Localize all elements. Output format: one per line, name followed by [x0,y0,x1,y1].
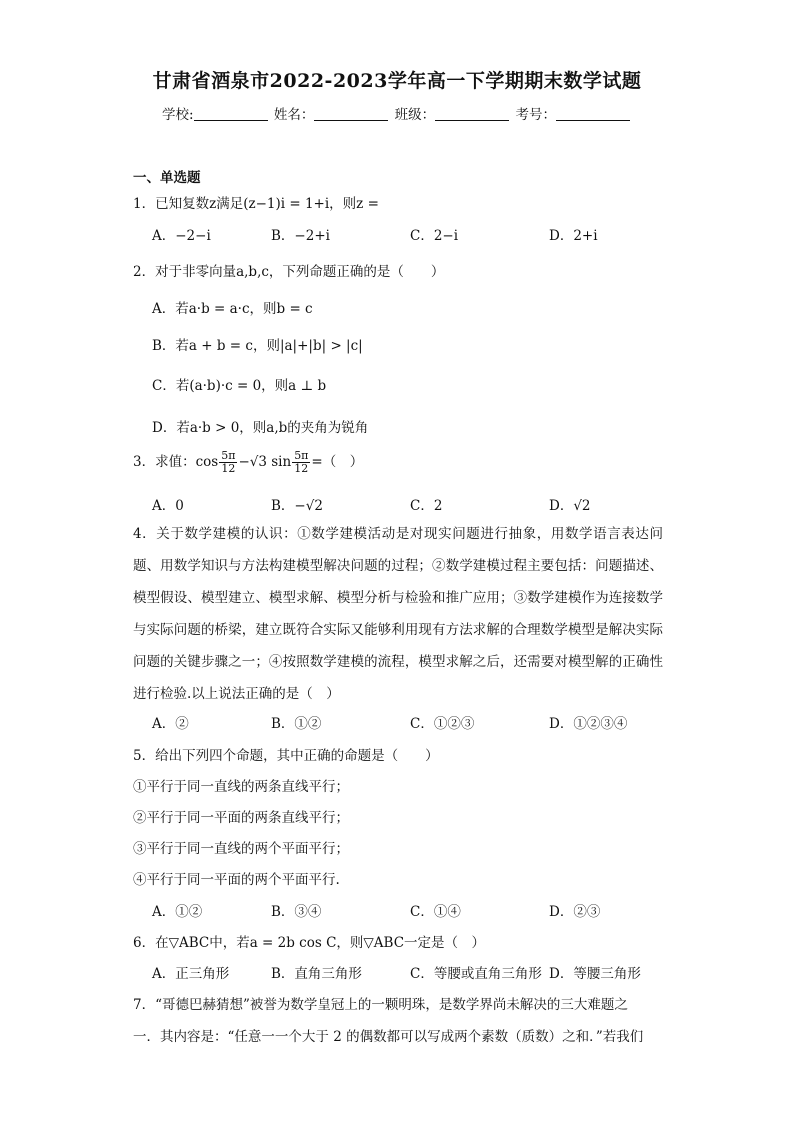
question-6-stem: 6．在▽ABC中，若a = 2b cos C，则▽ABC一定是（ ） [133,935,486,951]
question-3-option-d: D．√2 [549,498,591,514]
question-7-line-2: 一．其内容是：“任意一一个大于 2 的偶数都可以写成两个素数（质数）之和．”若我们 [133,1029,644,1045]
question-6-option-b: B．直角三角形 [271,966,362,982]
class-label: 班级： [394,107,436,123]
question-5-item-4: ④平行于同一平面的两个平面平行. [133,872,340,888]
question-7-line-1: 7．“哥德巴赫猜想”被誉为数学皇冠上的一颗明珠，是数学界尚未解决的三大难题之 [133,997,628,1013]
question-4-option-b: B．①② [271,716,322,732]
question-3-stem [133,450,363,475]
question-2-option-b: B．若a + b = c，则|a|+|b| > |c| [152,338,363,354]
question-6-option-a: A．正三角形 [152,966,230,982]
question-3-prefix: 3．求值： [133,454,196,470]
question-1-option-b: B．−2+i [271,228,330,244]
exam-title: 甘肃省酒泉市2022-2023学年高一下学期期末数学试题 [152,70,642,92]
question-2-option-c: C．若(a·b)·c = 0，则a ⊥ b [152,378,327,394]
question-5-stem: 5．给出下列四个命题，其中正确的命题是（ ） [133,748,439,764]
question-2-option-a: A．若a·b = a·c，则b = c [152,301,313,317]
question-3-cos: cos [195,454,219,470]
question-5-option-c: C．①④ [410,904,461,920]
question-3-option-c: C．2 [410,498,443,514]
class-blank [435,106,509,121]
question-3-option-a: A．0 [152,498,184,514]
question-1-option-d: D．2+i [549,228,598,244]
question-3-option-b: B．−√2 [271,498,323,514]
name-blank [314,106,388,121]
question-2-stem: 2．对于非零向量a,b,c，下列命题正确的是（ ） [133,264,445,280]
question-5-option-b: B．③④ [271,904,322,920]
question-5-item-2: ②平行于同一平面的两条直线平行； [133,810,349,826]
school-label: 学校: [162,107,194,123]
question-3-middle: −√3 sin [238,454,292,470]
question-4-option-d: D．①②③④ [549,716,628,732]
question-3-fraction-2: $\frac{5\pi}{12}$ [294,449,309,475]
question-6-option-c: C．等腰或直角三角形 [410,966,542,982]
question-1-option-a: A．−2−i [152,228,211,244]
question-5-option-a: A．①② [152,904,203,920]
question-4-stem: 4．关于数学建模的认识：①数学建模活动是对现实问题进行抽象，用数学语言表达问题、用数学知识与方法构建模型解决问题的过程；②数学建模过程主要包括：问题描述、模型假设、模型建立、模型求解、模型分析与检验和推广应用；③数学建模作为连接数学与实际问题的桥梁，建立既符合实际又能够利用现有方法求解的合理数学模型是解决实际问题的关键步骤之一；④按照数学建模的流程，模型求解之后，还需要对模型解的正确性进行检验.以上说法正确的是（ ） [133,526,663,702]
school-blank [194,106,268,121]
exam-no-label: 考号： [515,107,556,123]
question-6-option-d: D．等腰三角形 [549,966,641,982]
question-1-option-c: C．2−i [410,228,459,244]
question-5-item-1: ①平行于同一直线的两条直线平行； [133,779,349,795]
question-3-suffix: =（ ） [311,454,364,470]
student-info-row [0,103,794,123]
question-4-option-c: C．①②③ [410,716,475,732]
question-5-option-d: D．②③ [549,904,601,920]
question-3-fraction-1: $\frac{5\pi}{12}$ [221,449,236,475]
name-label: 姓名： [273,107,315,123]
question-1-stem: 1．已知复数z满足(z−1)i = 1+i，则z = [133,196,379,212]
question-5-item-3: ③平行于同一直线的两个平面平行； [133,841,349,857]
question-2-option-d: D．若a·b > 0，则a,b的夹角为锐角 [152,420,369,436]
question-4-option-a: A．② [152,716,189,732]
section-title-single-choice: 一、单选题 [133,170,201,186]
exam-no-blank [556,106,630,121]
